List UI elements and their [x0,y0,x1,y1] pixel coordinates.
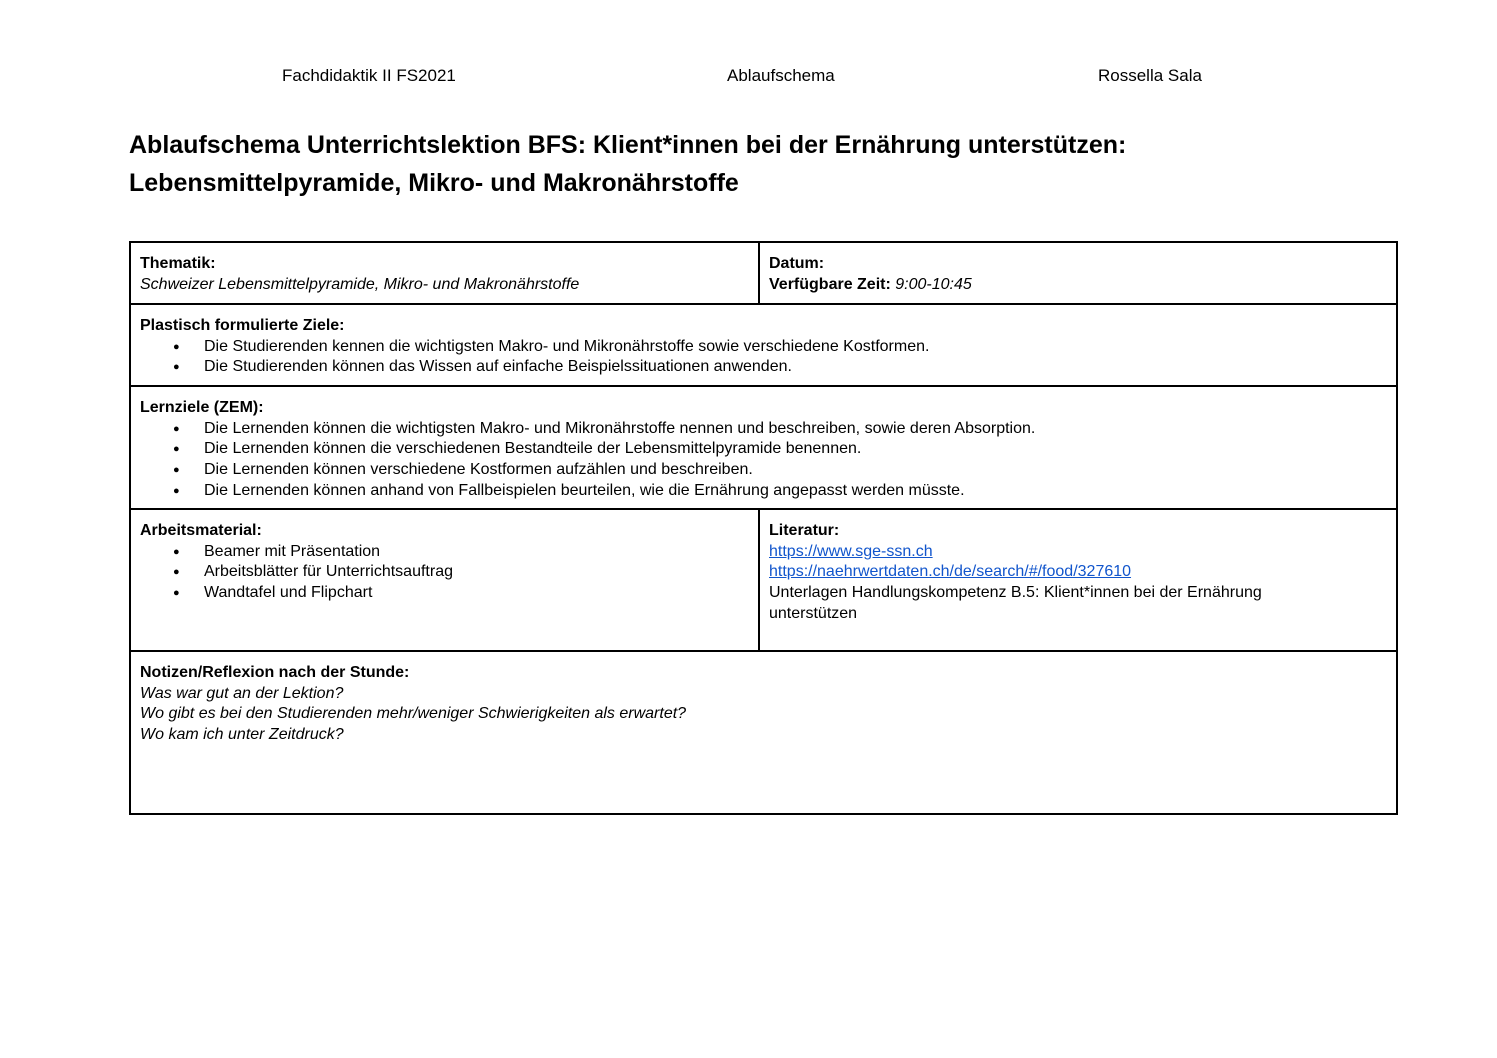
literatur-text-line-2: unterstützen [769,604,858,622]
cell-arbeitsmaterial [130,509,759,651]
datum-label: Datum: [769,255,825,272]
bullet-icon: ● [173,361,180,374]
bullet-icon: ● [173,464,180,477]
header-doc-type: Ablaufschema [727,66,835,85]
list-item-text: Arbeitsblätter für Unterrichtsauftrag [204,563,453,581]
lernziele-list [140,419,1387,502]
list-item-text: Die Lernenden können anhand von Fallbeispielen beurteilen, wie die Ernährung angepasst werden müsste. [204,481,965,499]
notizen-question: Was war gut an der Lektion? [140,684,344,702]
header-course: Fachdidaktik II FS2021 [282,66,456,85]
cell-ziele [130,304,1397,386]
list-item [140,337,1387,358]
link-sge-ssn[interactable]: https://www.sge-ssn.ch [769,542,933,560]
list-item [140,357,1387,378]
bullet-icon: ● [173,566,180,579]
bullet-icon: ● [173,422,180,435]
lernziele-label: Lernziele (ZEM): [140,399,264,416]
list-item [140,481,1387,502]
cell-notizen [130,651,1397,814]
notizen-question: Wo kam ich unter Zeitdruck? [140,726,344,744]
list-item [140,583,749,604]
cell-lernziele [130,386,1397,509]
thematik-label: Thematik: [140,255,216,272]
list-item-text: Die Lernenden können die verschiedenen Bestandteile der Lebensmittelpyramide benennen. [204,440,862,458]
list-item [140,439,1387,460]
ziele-list [140,337,1387,378]
zeit-line [769,275,1387,296]
row-notizen [130,651,1397,814]
list-item-text: Die Studierenden kennen die wichtigsten Makro- und Mikronährstoffe sowie verschiedene Kostformen. [204,337,930,355]
cell-datum [759,242,1397,304]
row-lernziele [130,386,1397,509]
list-item-text: Die Studierenden können das Wissen auf einfache Beispielssituationen anwenden. [204,358,792,376]
list-item [140,542,749,563]
cell-literatur [759,509,1397,651]
row-thematik-datum [130,242,1397,304]
bullet-icon: ● [173,587,180,600]
list-item [140,419,1387,440]
bullet-icon: ● [173,340,180,353]
arbeitsmaterial-list [140,542,749,604]
list-item-text: Beamer mit Präsentation [204,542,381,560]
ziele-label: Plastisch formulierte Ziele: [140,317,345,334]
notizen-question: Wo gibt es bei den Studierenden mehr/weniger Schwierigkeiten als erwartet? [140,705,687,723]
list-item-text: Wandtafel und Flipchart [204,584,373,602]
document-title [129,126,1379,202]
list-item [140,460,1387,481]
title-line-1: Ablaufschema Unterrichtslektion BFS: Klient*innen bei der Ernährung unterstützen: [129,131,1127,159]
header-author: Rossella Sala [1098,66,1202,85]
literatur-text-line-1: Unterlagen Handlungskompetenz B.5: Klient*innen bei der Ernährung [769,584,1262,602]
bullet-icon: ● [173,545,180,558]
row-material-literatur [130,509,1397,651]
literatur-label: Literatur: [769,522,840,539]
list-item-text: Die Lernenden können verschiedene Kostformen aufzählen und beschreiben. [204,461,753,479]
arbeitsmaterial-label: Arbeitsmaterial: [140,522,262,539]
notizen-label: Notizen/Reflexion nach der Stunde: [140,664,410,681]
bullet-icon: ● [173,443,180,456]
cell-thematik [130,242,759,304]
zeit-label: Verfügbare Zeit: [769,275,891,293]
list-item [140,562,749,583]
lesson-plan-table [129,241,1398,815]
zeit-value: 9:00-10:45 [895,275,972,293]
list-item-text: Die Lernenden können die wichtigsten Makro- und Mikronährstoffe nennen und beschreiben, sowie deren Absorption. [204,419,1036,437]
link-naehrwertdaten[interactable]: https://naehrwertdaten.ch/de/search/#/food/327610 [769,563,1132,581]
row-ziele [130,304,1397,386]
thematik-value: Schweizer Lebensmittelpyramide, Mikro- und Makronährstoffe [140,275,580,293]
title-line-2: Lebensmittelpyramide, Mikro- und Makronährstoffe [129,169,739,197]
bullet-icon: ● [173,484,180,497]
